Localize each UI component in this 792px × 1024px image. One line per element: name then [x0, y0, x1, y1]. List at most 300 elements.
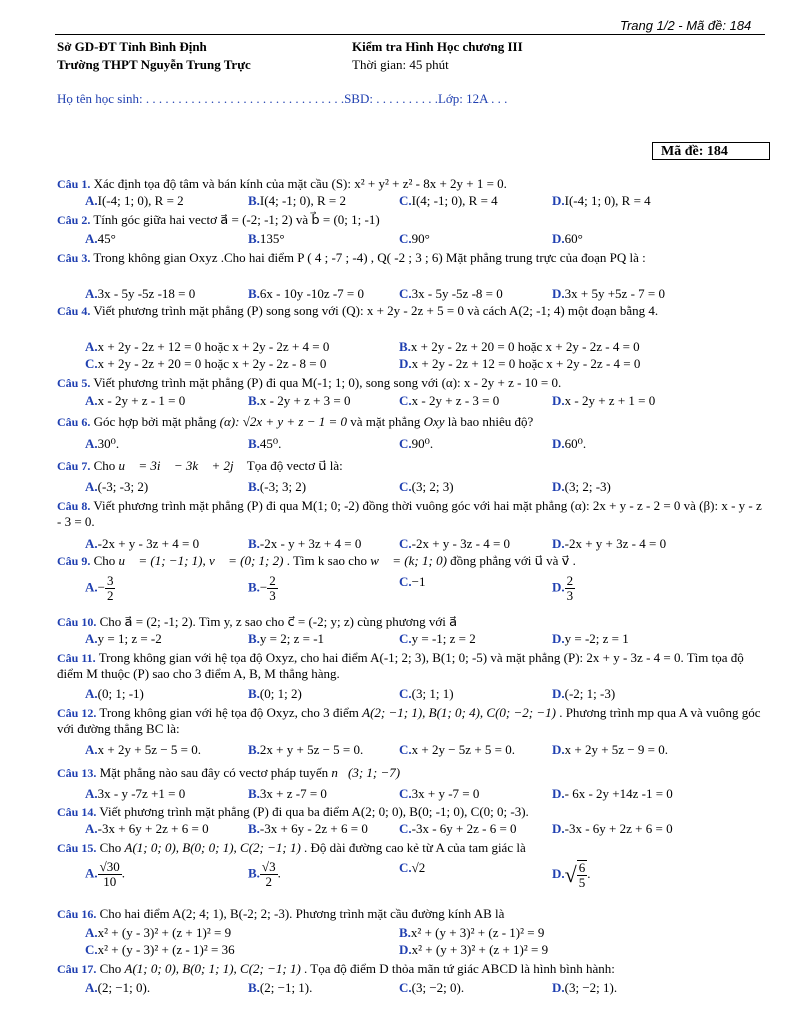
answer-option[interactable]	[85, 231, 116, 247]
option-text: (-3; 3; 2)	[259, 479, 307, 494]
option-key: C.	[399, 436, 412, 451]
fraction-numerator	[105, 574, 116, 589]
fraction-denominator	[260, 875, 278, 889]
school-name: Trường THPT Nguyễn Trung Trực	[57, 57, 251, 72]
question-text: Xác định tọa độ tâm và bán kính của mặt cầu (S): x² + y² + z² - 8x + 2y + 1 = 0.	[93, 176, 507, 191]
option-text: 2x + y + 5z − 5 = 0.	[259, 742, 364, 757]
option-key: C.	[85, 356, 98, 371]
question-text: . Tìm k sao cho	[283, 553, 371, 568]
answer-option[interactable]	[248, 686, 302, 702]
option-key: B.	[399, 925, 411, 940]
page-number-header: Trang 1/2 - Mã đề: 184	[620, 18, 752, 33]
denominator-value: 3	[269, 588, 276, 603]
fraction-numerator	[98, 860, 122, 875]
option-text: - 6x - 2y +14z -1 = 0	[564, 786, 673, 801]
sqrt-symbol: √	[261, 859, 270, 874]
option-text: x + 2y − 5z + 5 = 0.	[411, 742, 515, 757]
answer-option[interactable]	[399, 631, 476, 647]
fraction	[577, 860, 591, 890]
option-key: A.	[85, 925, 98, 940]
answer-option[interactable]	[85, 339, 329, 355]
answer-option[interactable]	[552, 479, 611, 495]
option-key: A.	[85, 286, 98, 301]
option-text: (3; 2; 3)	[411, 479, 454, 494]
option-text: x + 2y - 2z + 12 = 0 hoặc x + 2y - 2z - 4 = 0	[411, 356, 641, 371]
option-key: A.	[85, 686, 98, 701]
option-key: B.	[248, 193, 260, 208]
question-stem	[57, 553, 765, 569]
answer-option[interactable]	[85, 942, 235, 958]
option-key: B.	[248, 231, 260, 246]
option-text: x + 2y - 2z + 20 = 0 hoặc x + 2y - 2z - 4 = 0	[410, 339, 640, 354]
question-label: Câu 3.	[57, 251, 91, 265]
exam-code-box: Mã đề: 184	[652, 142, 770, 160]
option-key: C.	[399, 231, 412, 246]
option-text: x² + (y + 3)² + (z - 1)² = 9	[410, 925, 545, 940]
option-text: 3x + y -7 = 0	[411, 786, 480, 801]
option-text: x² + (y - 3)² + (z - 1)² = 36	[97, 942, 235, 957]
answer-option[interactable]	[248, 742, 363, 758]
answer-option[interactable]	[248, 436, 281, 452]
question-text: Cho	[99, 840, 125, 855]
question-math: w⃗ = (k; 1; 0)	[370, 553, 447, 568]
option-text: x - 2y + z - 3 = 0	[411, 393, 500, 408]
option-key: A.	[85, 193, 98, 208]
trailing-period: .	[277, 865, 281, 881]
option-key: B.	[248, 865, 260, 881]
question-stem	[57, 212, 765, 228]
option-text: √2	[411, 860, 426, 875]
answer-option[interactable]	[399, 393, 499, 409]
option-key: D.	[552, 231, 565, 246]
option-key: D.	[552, 536, 565, 551]
fraction-denominator	[565, 589, 576, 603]
option-text: (2; −1; 1).	[259, 980, 313, 995]
question-label: Câu 2.	[57, 213, 91, 227]
answer-option[interactable]	[248, 286, 364, 302]
option-key: C.	[399, 631, 412, 646]
option-key: B.	[248, 686, 260, 701]
fraction	[565, 574, 576, 603]
option-text: x² + (y - 3)² + (z + 1)² = 9	[97, 925, 232, 940]
option-text: (0; 1; 2)	[259, 686, 302, 701]
answer-option[interactable]	[552, 742, 668, 758]
answer-option[interactable]	[552, 821, 673, 837]
option-text: (0; 1; -1)	[97, 686, 144, 701]
answer-option[interactable]	[399, 574, 425, 590]
question-text: Góc hợp bởi mặt phẳng	[93, 414, 220, 429]
option-text: x² + (y + 3)² + (z + 1)² = 9	[411, 942, 549, 957]
question-stem	[57, 414, 765, 430]
answer-option[interactable]	[248, 193, 346, 209]
option-key: C.	[399, 742, 412, 757]
option-key: C.	[399, 980, 412, 995]
question-text: Viết phương trình mặt phẳng (P) song song với (Q): x + 2y - 2z + 5 = 0 và cách A(2; -1; 4) một đoạn bằng 4.	[93, 303, 659, 318]
option-key: C.	[399, 479, 412, 494]
question-label: Câu 17.	[57, 962, 97, 976]
answer-option[interactable]	[85, 686, 144, 702]
question-label: Câu 16.	[57, 907, 97, 921]
option-key: D.	[552, 686, 565, 701]
question-stem	[57, 705, 765, 737]
answer-option[interactable]	[552, 574, 575, 603]
sqrt-symbol: √	[99, 859, 107, 874]
option-text: y = 2; z = -1	[259, 631, 325, 646]
trailing-period: .	[121, 865, 126, 881]
option-key: B.	[248, 742, 260, 757]
option-key: C.	[85, 942, 98, 957]
question-label: Câu 7.	[57, 459, 91, 473]
question-text: Trong không gian Oxyz .Cho hai điểm P ( 4 ; -7 ; -4) , Q( -2 ; 3 ; 6) Mặt phẳng trung trực của đoạn PQ là :	[93, 250, 646, 265]
option-key: D.	[552, 436, 565, 451]
header-rule	[55, 34, 765, 35]
question-stem	[57, 176, 765, 192]
option-text: 60°	[564, 231, 583, 246]
question-label: Câu 5.	[57, 376, 91, 390]
trailing-period: .	[587, 865, 591, 881]
fraction	[267, 574, 278, 603]
option-text: I(-4; 1; 0), R = 2	[97, 193, 184, 208]
question-stem	[57, 498, 765, 530]
option-key: A.	[85, 980, 98, 995]
option-key: A.	[85, 339, 98, 354]
question-text: Cho hai điểm A(2; 4; 1), B(-2; 2; -3). Phương trình mặt cầu đường kính AB là	[99, 906, 505, 921]
option-text: 135°	[259, 231, 285, 246]
option-text: I(4; -1; 0), R = 4	[411, 193, 498, 208]
option-text: x + 2y + 5z − 5 = 0.	[97, 742, 201, 757]
question-text: Cho	[93, 458, 119, 473]
answer-option[interactable]	[399, 942, 548, 958]
question-text: . Phương trình mp qua A và vuông góc với đường thẳng BC là:	[57, 705, 761, 736]
fraction	[98, 860, 122, 889]
option-key: A.	[85, 786, 98, 801]
answer-option[interactable]	[85, 742, 201, 758]
option-text: 6x - 10y -10z -7 = 0	[259, 286, 365, 301]
question-label: Câu 12.	[57, 706, 97, 720]
answer-option[interactable]	[552, 536, 666, 552]
question-label: Câu 6.	[57, 415, 91, 429]
exam-title: Kiểm tra Hình Học chương III	[352, 39, 523, 54]
question-stem	[57, 906, 765, 922]
option-text: x - 2y + z - 1 = 0	[97, 393, 186, 408]
option-text: (3; 1; 1)	[411, 686, 454, 701]
question-label: Câu 1.	[57, 177, 91, 191]
answer-option[interactable]	[248, 980, 312, 996]
option-text: -2x + y - 3z - 4 = 0	[411, 536, 511, 551]
answer-option[interactable]	[248, 786, 327, 802]
question-text: . Độ dài đường cao kẻ từ A của tam giác là	[300, 840, 526, 855]
option-key: B.	[248, 479, 260, 494]
option-text: I(4; -1; 0), R = 2	[259, 193, 346, 208]
option-key: D.	[552, 193, 565, 208]
option-key: D.	[399, 942, 412, 957]
question-math: u⃗ = (1; −1; 1), v⃗ = (0; 1; 2)	[118, 553, 284, 568]
fraction-numerator	[577, 861, 588, 876]
answer-option[interactable]	[248, 479, 306, 495]
answer-option[interactable]	[399, 860, 425, 876]
option-text: (3; −2; 0).	[411, 980, 465, 995]
option-text: 3x - y -7z +1 = 0	[97, 786, 186, 801]
fraction-numerator	[565, 574, 576, 589]
option-text: x + 2y - 2z + 20 = 0 hoặc x + 2y - 2z - 8 = 0	[97, 356, 327, 371]
option-key: B.	[248, 286, 260, 301]
answer-option[interactable]	[248, 536, 361, 552]
option-key: D.	[552, 579, 565, 595]
question-stem	[57, 614, 765, 630]
answer-option[interactable]	[399, 786, 479, 802]
option-sign: −	[97, 579, 105, 595]
exam-time: Thời gian: 45 phút	[352, 57, 449, 72]
question-label: Câu 13.	[57, 766, 97, 780]
question-text: là bao nhiêu độ?	[444, 414, 534, 429]
department-name: Sở GD-ĐT Tỉnh Bình Định	[57, 39, 207, 54]
denominator-value: 2	[106, 588, 114, 603]
option-key: A.	[85, 231, 98, 246]
question-text: Viết phương trình mặt phẳng (P) đi qua ba điểm A(2; 0; 0), B(0; -1; 0), C(0; 0; -3).	[99, 804, 529, 819]
question-label: Câu 11.	[57, 651, 96, 665]
numerator-value: 3	[269, 859, 276, 874]
answer-option[interactable]	[248, 393, 351, 409]
option-key: D.	[552, 479, 565, 494]
answer-option[interactable]	[399, 925, 544, 941]
option-text: -2x + y - 3z + 4 = 0	[97, 536, 200, 551]
option-text: -2x - y + 3z + 4 = 0	[259, 536, 362, 551]
numerator-value: 3	[106, 573, 114, 588]
question-label: Câu 9.	[57, 554, 91, 568]
option-text: 3x + z -7 = 0	[259, 786, 327, 801]
question-stem	[57, 961, 765, 977]
answer-option[interactable]	[85, 436, 119, 452]
option-text: -3x - 6y + 2z + 6 = 0	[564, 821, 673, 836]
answer-option[interactable]	[552, 393, 655, 409]
answer-option[interactable]	[85, 786, 185, 802]
fraction	[105, 574, 116, 603]
fraction-denominator	[267, 589, 278, 603]
question-stem	[57, 804, 765, 820]
answer-option[interactable]	[399, 686, 454, 702]
option-key: B.	[248, 786, 260, 801]
answer-option[interactable]	[85, 393, 185, 409]
option-text: -2x + y + 3z - 4 = 0	[564, 536, 667, 551]
option-key: C.	[399, 686, 412, 701]
option-key: A.	[85, 865, 98, 881]
option-text: 3x - 5y -5z -18 = 0	[97, 286, 196, 301]
option-key: B.	[248, 436, 260, 451]
answer-option[interactable]	[85, 356, 326, 372]
option-key: B.	[248, 579, 260, 595]
option-key: D.	[552, 865, 565, 881]
answer-option[interactable]	[552, 231, 583, 247]
option-key: A.	[85, 742, 98, 757]
numerator-value: 6	[578, 860, 586, 875]
option-sign: −	[259, 579, 268, 595]
option-key: B.	[399, 339, 411, 354]
option-text: y = -1; z = 2	[411, 631, 476, 646]
answer-option[interactable]	[85, 286, 195, 302]
question-math: A(2; −1; 1), B(1; 0; 4), C(0; −2; −1)	[362, 705, 556, 720]
option-key: B.	[248, 536, 260, 551]
answer-option[interactable]	[399, 536, 510, 552]
question-math: (α): √2x + y + z − 1 = 0	[219, 414, 348, 429]
option-key: C.	[399, 574, 412, 589]
option-key: A.	[85, 393, 98, 408]
answer-option[interactable]	[248, 860, 281, 889]
answer-option[interactable]	[85, 479, 148, 495]
answer-option[interactable]	[85, 925, 231, 941]
question-stem	[57, 650, 765, 682]
option-key: A.	[85, 536, 98, 551]
option-key: C.	[399, 821, 412, 836]
option-text: −1	[411, 574, 426, 589]
question-text: Viết phương trình mặt phẳng (P) đi qua M(-1; 1; 0), song song với (α): x - 2y + z - 10 = 0.	[93, 375, 562, 390]
numerator-value: 2	[269, 573, 276, 588]
question-text: Cho	[93, 553, 119, 568]
fraction-numerator	[260, 860, 278, 875]
answer-option[interactable]	[399, 436, 433, 452]
answer-option[interactable]	[399, 479, 454, 495]
fraction-denominator	[98, 875, 122, 889]
fraction	[260, 860, 278, 889]
question-text: Tính góc giữa hai vectơ a⃗ = (-2; -1; 2) và b⃗ = (0; 1; -1)	[93, 212, 380, 227]
answer-option[interactable]	[552, 686, 615, 702]
option-text: -3x + 6y + 2z + 6 = 0	[97, 821, 209, 836]
option-key: C.	[399, 786, 412, 801]
question-stem	[57, 458, 765, 474]
option-text: x - 2y + z + 1 = 0	[564, 393, 656, 408]
student-info-line: Họ tên học sinh: . . . . . . . . . . . . . . . . . . . . . . . . . . . . . . .SBD: . . . . . . . . . .Lớp: 12A . . .	[57, 91, 508, 106]
answer-option[interactable]	[552, 860, 590, 890]
question-text: Viết phương trình mặt phẳng (P) đi qua M(1; 0; -2) đồng thời vuông góc với hai mặt phẳng (α): 2x + y - z - 2 = 0 và (β): x - y - z - 3 = 0.	[57, 498, 762, 529]
option-key: D.	[552, 980, 565, 995]
option-key: B.	[248, 631, 260, 646]
option-key: C.	[399, 393, 412, 408]
option-text: 3x + 5y +5z - 7 = 0	[564, 286, 665, 301]
question-text: Trong không gian với hệ tọa độ Oxyz, cho hai điểm A(-1; 2; 3), B(1; 0; -5) và mặt phẳng (P): 2x + y - 3z - 4 = 0. Tìm tọa độ điểm M thuộc (P) sao cho 3 điểm A, B, M thẳng hàng.	[57, 650, 744, 681]
option-key: B.	[248, 821, 260, 836]
answer-option[interactable]	[552, 631, 629, 647]
answer-option[interactable]	[85, 193, 184, 209]
answer-option[interactable]	[85, 980, 150, 996]
denominator-value: 10	[103, 874, 117, 889]
answer-option[interactable]	[399, 193, 498, 209]
fraction-denominator	[105, 589, 116, 603]
answer-option[interactable]	[399, 339, 640, 355]
answer-option[interactable]	[552, 436, 586, 452]
question-stem	[57, 840, 765, 856]
question-text: Mặt phẳng nào sau đây có vectơ pháp tuyến	[99, 765, 332, 780]
question-text: Cho a⃗ = (2; -1; 2). Tìm y, z sao cho c⃗ = (-2; y; z) cùng phương với a⃗	[99, 614, 458, 629]
answer-option[interactable]	[248, 574, 278, 603]
answer-option[interactable]	[399, 980, 464, 996]
option-key: A.	[85, 479, 98, 494]
option-key: B.	[248, 980, 260, 995]
option-key: A.	[85, 579, 98, 595]
question-stem	[57, 765, 765, 781]
question-text: Tọa độ vectơ u⃗ là:	[243, 458, 343, 473]
option-text: x - 2y + z + 3 = 0	[259, 393, 351, 408]
option-text: 90°	[411, 231, 430, 246]
option-key: C.	[399, 286, 412, 301]
answer-option[interactable]	[85, 860, 125, 889]
option-text: 90⁰.	[411, 436, 434, 451]
question-math: A(1; 0; 0), B(0; 1; 1), C(2; −1; 1)	[124, 961, 301, 976]
question-math: A(1; 0; 0), B(0; 0; 1), C(2; −1; 1)	[124, 840, 301, 855]
answer-option[interactable]	[248, 821, 368, 837]
question-label: Câu 14.	[57, 805, 97, 819]
option-text: -3x - 6y + 2z - 6 = 0	[411, 821, 517, 836]
option-text: 3x - 5y -5z -8 = 0	[411, 286, 503, 301]
answer-option[interactable]	[248, 631, 324, 647]
question-label: Câu 4.	[57, 304, 91, 318]
answer-option[interactable]	[552, 286, 665, 302]
answer-option[interactable]	[399, 231, 430, 247]
question-label: Câu 15.	[57, 841, 97, 855]
question-text: Cho	[99, 961, 125, 976]
answer-option[interactable]	[399, 821, 517, 837]
option-key: C.	[399, 860, 412, 875]
answer-option[interactable]	[248, 231, 285, 247]
option-text: (-3; -3; 2)	[97, 479, 149, 494]
answer-option[interactable]	[552, 786, 673, 802]
option-text: 60⁰.	[564, 436, 587, 451]
option-text: (-2; 1; -3)	[564, 686, 616, 701]
option-key: D.	[552, 742, 565, 757]
question-text: Trong không gian với hệ tọa độ Oxyz, cho 3 điểm	[99, 705, 363, 720]
option-key: B.	[248, 393, 260, 408]
option-key: D.	[552, 631, 565, 646]
option-text: 45°	[97, 231, 116, 246]
denominator-value: 2	[265, 874, 272, 889]
option-key: C.	[399, 536, 412, 551]
answer-option[interactable]	[85, 631, 162, 647]
question-stem	[57, 375, 765, 391]
denominator-value: 3	[566, 588, 574, 603]
option-text: x + 2y - 2z + 12 = 0 hoặc x + 2y - 2z + 4 = 0	[97, 339, 330, 354]
answer-option[interactable]	[85, 821, 209, 837]
question-stem	[57, 303, 765, 319]
answer-option[interactable]	[552, 980, 617, 996]
answer-option[interactable]	[85, 536, 199, 552]
option-key: A.	[85, 631, 98, 646]
option-key: D.	[399, 356, 412, 371]
question-text: đồng phẳng với u⃗ và v⃗ .	[446, 553, 576, 568]
option-text: -3x + 6y - 2z + 6 = 0	[259, 821, 368, 836]
question-math: u⃗ = 3i⃗ − 3k⃗ + 2j⃗	[118, 458, 244, 473]
answer-option[interactable]	[399, 356, 640, 372]
answer-option[interactable]	[552, 193, 651, 209]
option-key: D.	[552, 786, 565, 801]
numerator-value: 30	[106, 859, 120, 874]
option-text: I(-4; 1; 0), R = 4	[564, 193, 651, 208]
answer-option[interactable]	[399, 742, 515, 758]
option-text: y = -2; z = 1	[564, 631, 629, 646]
option-key: D.	[552, 821, 565, 836]
question-math: n⃗(3; 1; −7)	[331, 765, 401, 780]
question-text: . Tọa độ điểm D thỏa mãn tứ giác ABCD là hình bình hành:	[300, 961, 615, 976]
fraction-numerator	[267, 574, 278, 589]
question-label: Câu 10.	[57, 615, 97, 629]
option-key: D.	[552, 286, 565, 301]
answer-option[interactable]	[399, 286, 503, 302]
question-stem	[57, 250, 765, 266]
answer-option[interactable]	[85, 574, 115, 603]
option-text: (2; −1; 0).	[97, 980, 151, 995]
option-text: (3; 2; -3)	[564, 479, 611, 494]
question-text: và mặt phẳng	[347, 414, 424, 429]
option-text: y = 1; z = -2	[97, 631, 162, 646]
option-text: 30⁰.	[97, 436, 120, 451]
question-math: Oxy	[423, 414, 445, 429]
